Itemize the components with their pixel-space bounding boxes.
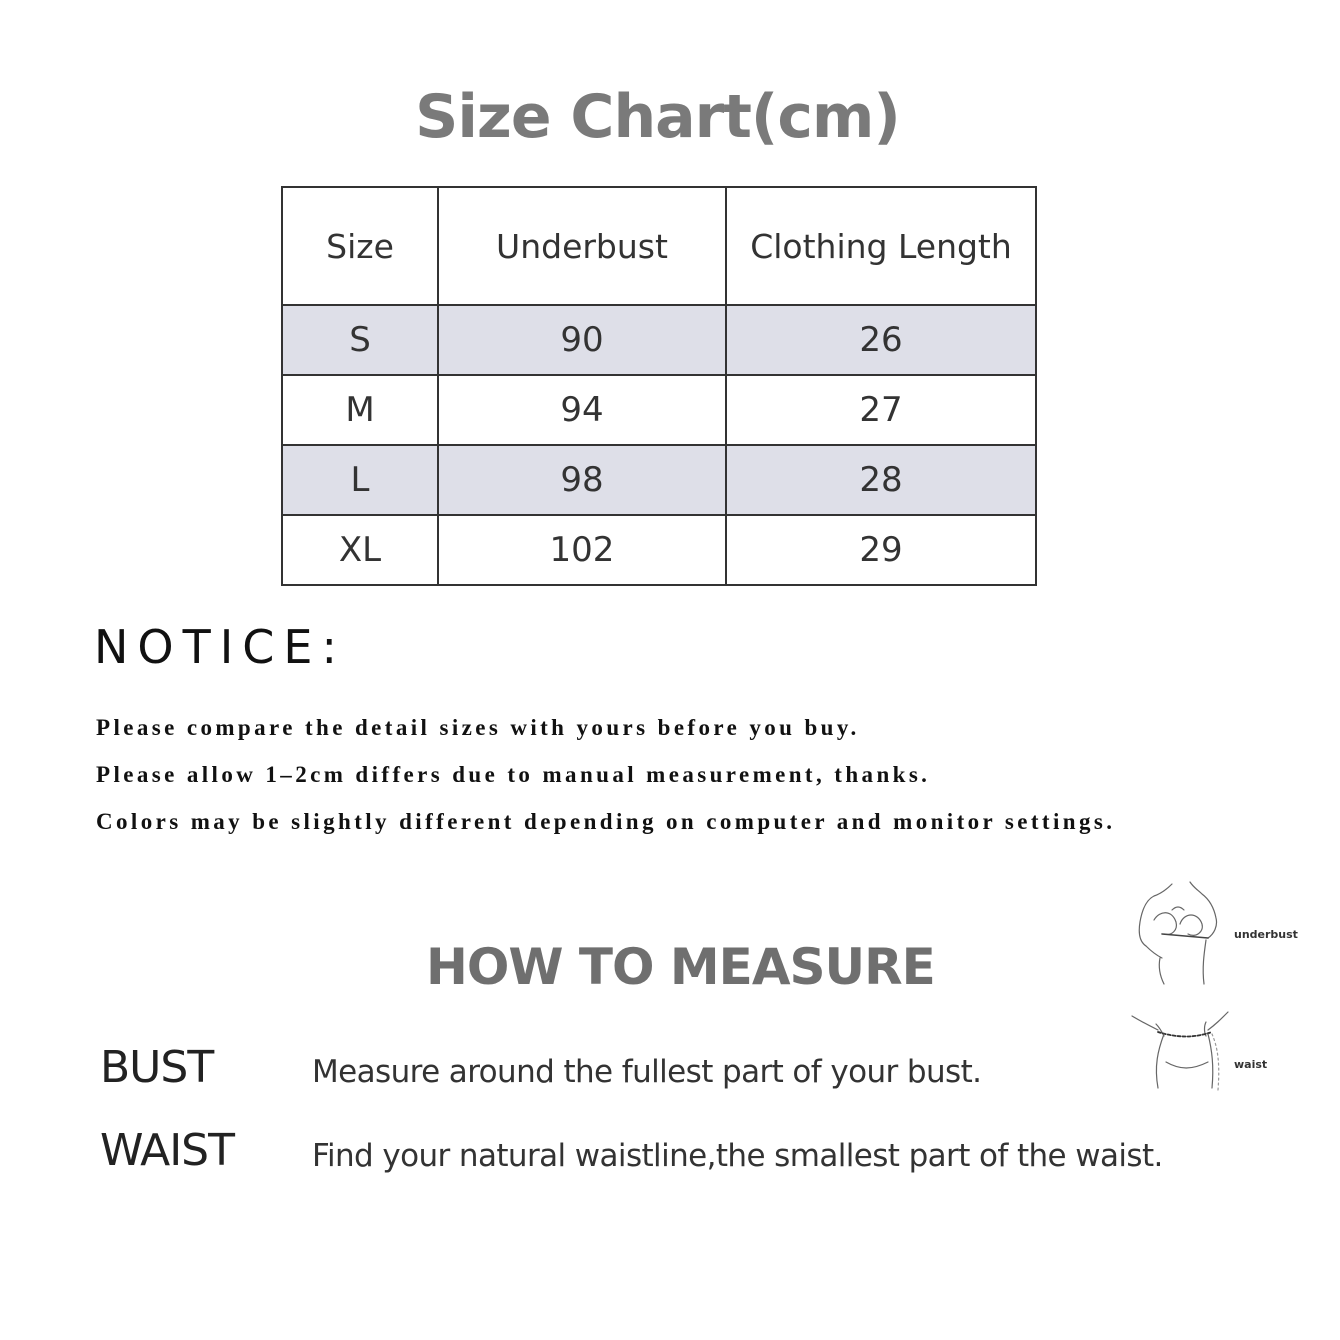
notice-heading: NOTICE: (94, 620, 346, 674)
bust-description: Measure around the fullest part of your bust. (312, 1054, 982, 1090)
size-chart-title: Size Chart(cm) (415, 82, 900, 152)
waist-caption: waist (1234, 1058, 1268, 1071)
waist-figure-icon (1128, 1004, 1232, 1094)
waist-label: WAIST (100, 1125, 234, 1176)
cell-underbust: 94 (438, 375, 726, 445)
cell-size: XL (282, 515, 438, 585)
header-clothing-length: Clothing Length (726, 187, 1036, 305)
notice-line: Colors may be slightly different depending on computer and monitor settings. (96, 809, 1116, 834)
underbust-caption: underbust (1234, 928, 1298, 941)
cell-size: M (282, 375, 438, 445)
size-table (281, 186, 1037, 586)
how-to-measure-title: HOW TO MEASURE (426, 938, 935, 996)
table-row (282, 375, 1036, 445)
table-row (282, 305, 1036, 375)
cell-clothing-length: 26 (726, 305, 1036, 375)
cell-size: L (282, 445, 438, 515)
cell-clothing-length: 28 (726, 445, 1036, 515)
cell-clothing-length: 27 (726, 375, 1036, 445)
waist-description: Find your natural waistline,the smallest part of the waist. (312, 1138, 1163, 1174)
cell-size: S (282, 305, 438, 375)
cell-underbust: 102 (438, 515, 726, 585)
notice-line: Please allow 1–2cm differs due to manual measurement, thanks. (96, 762, 931, 787)
header-underbust: Underbust (438, 187, 726, 305)
notice-line: Please compare the detail sizes with yours before you buy. (96, 715, 860, 740)
table-row (282, 515, 1036, 585)
bust-label: BUST (100, 1042, 214, 1093)
cell-underbust: 90 (438, 305, 726, 375)
table-header-row (282, 187, 1036, 305)
underbust-figure-icon (1132, 880, 1232, 985)
table-row (282, 445, 1036, 515)
cell-clothing-length: 29 (726, 515, 1036, 585)
cell-underbust: 98 (438, 445, 726, 515)
header-size: Size (282, 187, 438, 305)
